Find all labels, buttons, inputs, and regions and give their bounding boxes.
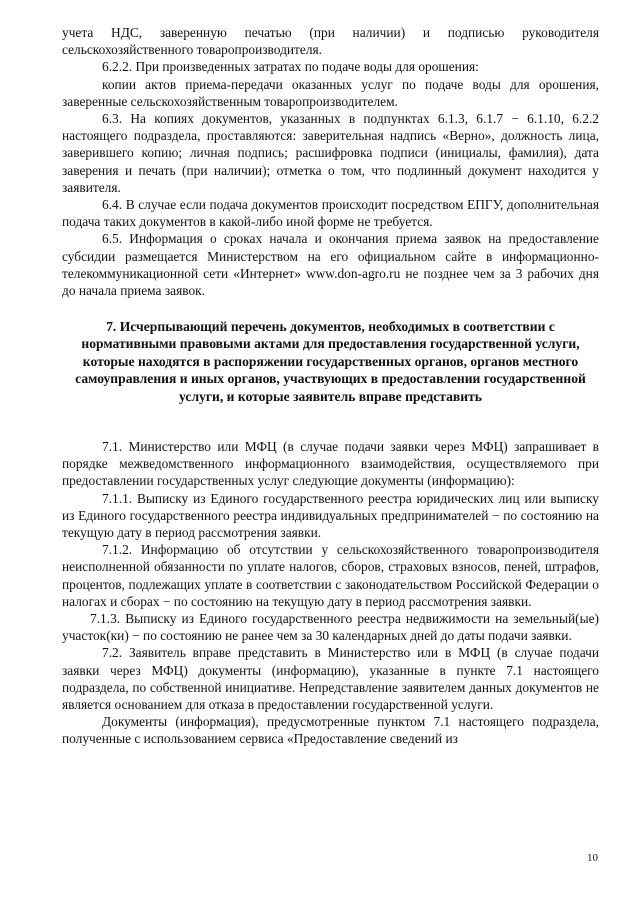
paragraph-7-1-3: 7.1.3. Выписку из Единого государственного реестра недвижимости на земельный(ые) участок(ки) − по состоянию не ранее чем за 30 календарных дней до даты подачи заявки.: [62, 611, 599, 644]
paragraph-7-1-2: 7.1.2. Информацию об отсутствии у сельскохозяйственного товаропроизводителя неисполненной обязанности по уплате налогов, сборов, страховых взносов, пеней, штрафов, процентов, подлежащих уплате в соответствии с законодательством Российской Федерации о налогах и сборах − по состоянию на текущую дату в период рассмотрения заявки.: [62, 542, 599, 609]
paragraph-6-2-2: 6.2.2. При произведенных затратах по подаче воды для орошения:: [102, 59, 479, 75]
paragraph-6-3: 6.3. На копиях документов, указанных в подпунктах 6.1.3, 6.1.7 − 6.1.10, 6.2.2 настоящего подраздела, проставляются: заверительная надпись «Верно», должность лица, заверившего копию; личная подпись; расшифровка подписи (инициалы, фамилия), дата заверения и печать (при наличии); отметка о том, что подлинный документ находится у заявителя.: [62, 111, 599, 195]
paragraph-6-4: 6.4. В случае если подача документов происходит посредством ЕПГУ, дополнительная подача таких документов в какой-либо иной форме не требуется.: [62, 197, 599, 230]
paragraph-irrigation-acts: копии актов приема-передачи оказанных услуг по подаче воды для орошения, заверенные сельскохозяйственным товаропроизводителем.: [62, 76, 599, 109]
paragraph-7-1: 7.1. Министерство или МФЦ (в случае подачи заявки через МФЦ) запрашивает в порядке межведомственного информационного взаимодействия, осуществляемого при предоставлении государственных услуг следующие документы (информацию):: [62, 439, 599, 489]
page-number: 10: [587, 852, 598, 864]
paragraph-7-2: 7.2. Заявитель вправе представить в Министерство или в МФЦ (в случае подачи заявки через МФЦ) документы (информацию), указанные в пункте 7.1 настоящего подраздела, по собственной инициативе. Непредставление заявителем данных документов не является основанием для отказа в предоставлении государственной услуги.: [62, 645, 599, 713]
paragraph-documents-received: Документы (информация), предусмотренные пунктом 7.1 настоящего подраздела, полученные с использованием сервиса «Предоставление сведений из: [62, 714, 599, 747]
paragraph-7-1-1: 7.1.1. Выписку из Единого государственного реестра юридических лиц или выписку из Единого государственного реестра индивидуальных предпринимателей − по состоянию на текущую дату в период рассмотрения заявки.: [62, 490, 599, 541]
section-7-heading: 7. Исчерпывающий перечень документов, необходимых в соответствии с нормативными правовыми актами для предоставления государственной услуги, которые находятся в распоряжении государственных органов, органов местного самоуправления и иных органов, участвующих в предоставлении государственной услуги, и которые заявитель вправе представить: [75, 319, 586, 404]
paragraph-vat-continuation: учета НДС, заверенную печатью (при наличии) и подписью руководителя сельскохозяйственного товаропроизводителя.: [62, 25, 599, 58]
paragraph-6-5: 6.5. Информация о сроках начала и окончания приема заявок на предоставление субсидии размещается Министерством на его официальном сайте в информационно-телекоммуникационной сети «Интернет» www.don-agro.ru не позднее чем за 3 рабочих дня до начала приема заявок.: [62, 231, 599, 299]
top-text-block: [62, 24, 599, 299]
section-7-body: [62, 438, 599, 748]
